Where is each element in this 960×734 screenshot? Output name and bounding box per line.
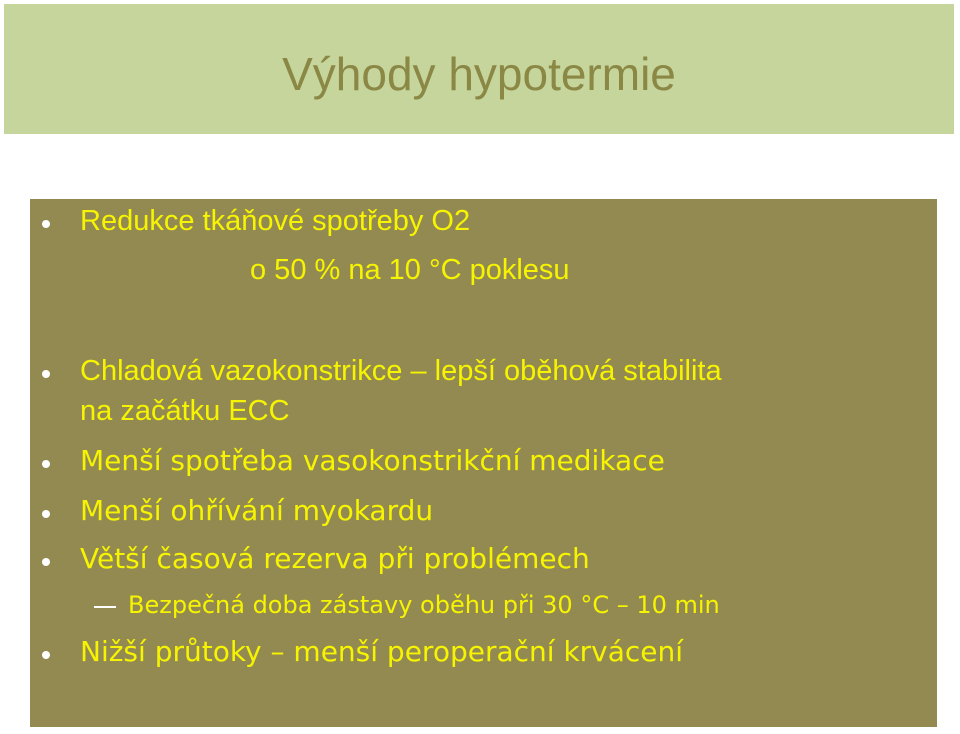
- sub-item-dash: [94, 606, 116, 608]
- list-item: Menší ohřívání myokardu: [80, 494, 434, 527]
- bullet-dot: [42, 651, 50, 659]
- content-box: [30, 199, 937, 727]
- list-item-continuation: na začátku ECC: [80, 395, 290, 427]
- list-item: Nižší průtoky – menší peroperační krvácení: [80, 635, 684, 668]
- sub-list-item: Bezpečná doba zástavy oběhu při 30 °C – 10 min: [128, 591, 720, 619]
- list-item: Větší časová rezerva při problémech: [80, 542, 590, 575]
- list-item: Redukce tkáňové spotřeby O2: [80, 205, 471, 237]
- list-item-continuation: o 50 % na 10 °C poklesu: [250, 254, 570, 286]
- bullet-dot: [42, 370, 50, 378]
- title-band: [4, 4, 954, 134]
- bullet-dot: [42, 510, 50, 518]
- list-item: Chladová vazokonstrikce – lepší oběhová stabilita: [80, 355, 722, 387]
- bullet-dot: [42, 558, 50, 566]
- list-item: Menší spotřeba vasokonstrikční medikace: [80, 444, 665, 477]
- slide-title: Výhody hypotermie: [282, 48, 676, 100]
- bullet-dot: [42, 220, 50, 228]
- bullet-dot: [42, 460, 50, 468]
